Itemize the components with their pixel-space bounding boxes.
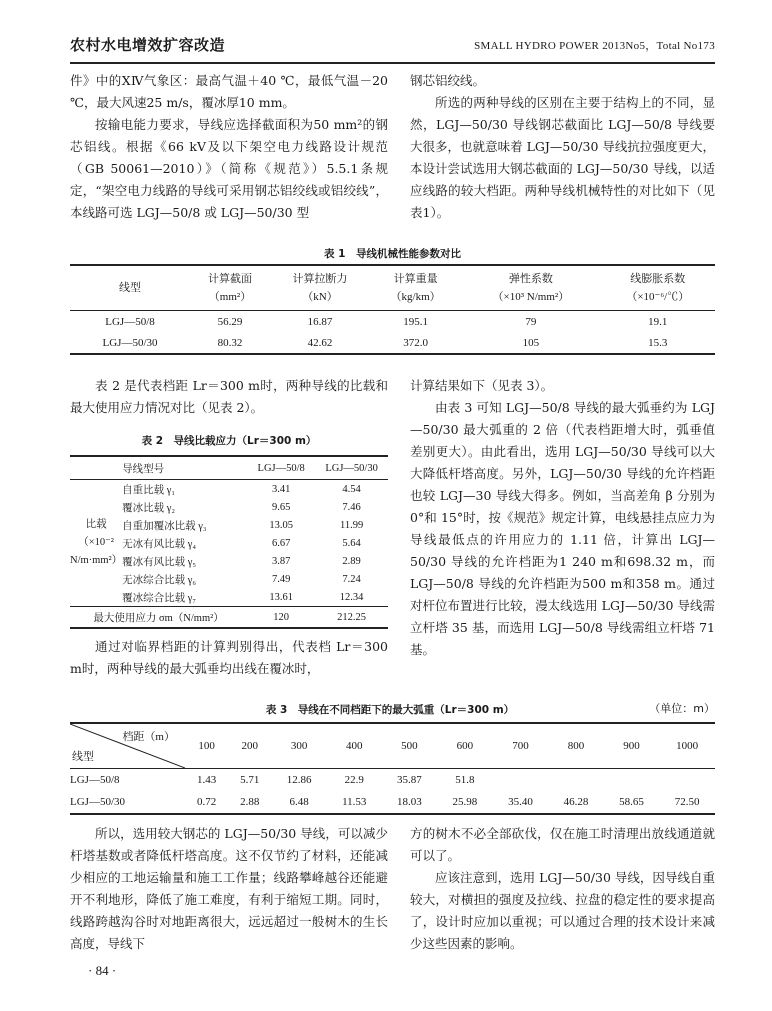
table1-cell: 105: [522, 336, 540, 349]
table2-cell: 自重加覆冰比载 γ₃: [122, 520, 207, 532]
table3-header-cell: 600: [456, 740, 474, 752]
table-row: [70, 791, 715, 814]
table2-cell: 无冰综合比载 γ₆: [122, 574, 197, 586]
table2-cell: 自重比载 γ₁: [122, 484, 176, 496]
table2-cell: 13.61: [269, 591, 293, 603]
table3-header-cell: 500: [401, 740, 418, 752]
table2-cell: 7.24: [342, 573, 361, 585]
table3-cell: 2.88: [240, 796, 260, 808]
page-number: · 84 ·: [88, 963, 117, 978]
table1-header-cell: 计算拉断力 （kN）: [292, 273, 348, 303]
table2-cell: 覆冰综合比载 γ₇: [122, 592, 197, 604]
table3-cell: 72.50: [674, 796, 700, 808]
right-column-top: [410, 70, 715, 224]
table3-corner-cell: [70, 723, 185, 769]
table3-header-cell: 900: [623, 740, 640, 752]
table2-header-cell: LGJ—50/8: [257, 462, 305, 474]
table3-cell: 25.98: [452, 796, 478, 808]
table3-cell: 11.53: [342, 796, 367, 808]
table3-header-cell: 1000: [676, 740, 699, 752]
table2-header-cell: 导线型号: [122, 463, 165, 475]
table2-cell: 212.25: [337, 611, 367, 623]
table2-cell: 覆冰有风比载 γ₅: [122, 556, 197, 568]
left-column-low: [70, 636, 388, 680]
table1-cell: 15.3: [648, 336, 668, 349]
table3-cell: 12.86: [286, 774, 312, 786]
paragraph: 表 2 是代表档距 Lr＝300 m时，两种导线的比载和最大使用应力情况对比（见表 2）。: [70, 378, 388, 415]
table3-header-cell: 700: [512, 740, 529, 752]
paragraph: 通过对临界档距的计算判别得出，代表档 Lr＝300 m时，两种导线的最大弧垂均出线在覆冰时，: [70, 639, 388, 676]
table3-cell: 35.87: [396, 774, 422, 786]
table3-cell: 35.40: [508, 796, 533, 808]
table2-cell: 120: [273, 611, 290, 623]
table3-corner-bottom: 线型: [72, 751, 94, 763]
table2-cell: 覆冰比载 γ₂: [122, 502, 176, 514]
paragraph: 计算结果如下（见表 3）。: [410, 378, 554, 393]
paragraph: 钢芯铝绞线。: [410, 73, 486, 88]
table2-cell: 7.46: [342, 501, 361, 513]
paragraph: 所选的两种导线的区别在主要于结构上的不同，显然，LGJ—50/30 导线钢芯截面比 LGJ—50/8 导线要大很多，也就意味着 LGJ—50/30 导线抗拉强度更大，本设计尝试选用大钢芯截面的 LGJ—50/30 导线，以适应线路的较大档距。两种导线机械特性的对比如下（见表1）。: [410, 95, 715, 220]
table2-cell: 11.99: [339, 519, 364, 531]
table1-cell: LGJ—50/30: [102, 336, 158, 349]
table1-header-cell: 线型: [119, 282, 141, 294]
table1-header-cell: 线膨胀系数 （×10⁻⁶/℃）: [626, 273, 690, 303]
table1-cell: 80.32: [217, 336, 243, 349]
table1-cell: 19.1: [648, 315, 668, 328]
table3-cell: 6.48: [289, 796, 309, 808]
table-row: [70, 723, 715, 769]
table3-cell: 22.9: [344, 774, 364, 786]
table3-header-cell: 100: [198, 740, 215, 752]
table1-header-cell: 计算重量 （kg/km）: [390, 273, 441, 303]
page-header: [70, 28, 715, 64]
table2-cell: 9.65: [271, 501, 291, 513]
table3-cell: 5.71: [240, 774, 260, 786]
table3-cell: [604, 769, 660, 792]
table1-cell: 372.0: [403, 336, 428, 349]
left-column-mid: [70, 375, 388, 419]
journal-title-cn: 农村水电增效扩容改造: [70, 36, 226, 54]
table3-cell: LGJ—50/30: [70, 796, 125, 808]
left-column-bottom: [70, 823, 388, 955]
table3-corner-top: 档距（m）: [122, 731, 175, 743]
table2-cell: 4.54: [342, 483, 361, 495]
table3-cell: [548, 769, 604, 792]
paragraph: 方的树木不必全部砍伐，仅在施工时清理出放线通道就可以了。: [410, 826, 715, 863]
table1-header-cell: 弹性系数 （×10³ N/mm²）: [492, 273, 570, 303]
table-row: [70, 769, 715, 792]
table2-cell: 12.34: [339, 591, 364, 603]
table3-cell: 58.65: [619, 796, 644, 808]
table2-header-cell: LGJ—50/30: [325, 462, 378, 474]
table3-caption: 表 3 导线在不同档距下的最大弧重（Lr＝300 m）: [265, 704, 515, 716]
paragraph: 件》中的ⅩⅣ气象区：最高气温＋40 ℃，最低气温－20 ℃，最大风速25 m/s，覆冰厚10 mm。: [70, 73, 388, 110]
table2-cell: 最大使用应力 σm（N/mm²）: [93, 612, 224, 624]
table1-cell: 79: [525, 315, 537, 328]
table2-cell: 5.64: [342, 537, 361, 549]
table3-cell: 18.03: [396, 796, 422, 808]
paragraph: 所以，选用较大钢芯的 LGJ—50/30 导线，可以减少杆塔基数或者降低杆塔高度。这不仅节约了材料，还能减少相应的工地运输量和施工工作量；线路攀峰越谷还能避开不利地形，降低了施工难度，有利于缩短工期。同时，线路跨越沟谷时对地距离很大，远远超过一般树木的生长高度，导线下: [70, 826, 388, 951]
table2-group-label: 比载 （×10⁻² N/m·mm²）: [70, 519, 123, 566]
table2-cell: 无冰有风比载 γ₄: [122, 538, 197, 550]
table2-cell: 13.05: [269, 519, 293, 531]
table-row: [70, 332, 715, 354]
left-column-top: [70, 70, 388, 224]
table3-cell: 51.8: [455, 774, 475, 786]
table1-caption: 表 1 导线机械性能参数对比: [324, 248, 461, 260]
paragraph: 由表 3 可知 LGJ—50/8 导线的最大弧垂约为 LGJ—50/30 最大弧重的 2 倍（代表档距增大时，弧垂值差别更大）。由此看出，选用 LGJ—50/30 导线可以大大降低杆塔高度。另外，LGJ—50/30 导线的允许档距也较 LGJ—30 导线大得多。例如，当高差角 β 分别为 0°和 15°时，按《规范》规定计算，电线悬挂点应力为导线最低点的许用应力的 1.11 倍，计算出 LGJ—50/30 导线的允许档距为1 240 m和698.32 m，而 LGJ—50/8 导线的允许档距为500 m和358 m。通过对杆位布置进行比较，漫太线选用 LGJ—50/30 导线需立杆塔 35 基，而选用 LGJ—50/8 导线需组立杆塔 71 基。: [410, 400, 715, 657]
table1-cell: 42.62: [307, 336, 333, 349]
right-column-bottom: [410, 823, 715, 955]
table3-header-cell: 300: [290, 740, 308, 752]
table3-cell: [493, 769, 549, 792]
table3-cell: 46.28: [563, 796, 589, 808]
table1-header-cell: 计算截面 （mm²）: [208, 273, 252, 303]
table3-header-cell: 400: [346, 740, 363, 752]
table3-cell: [659, 769, 715, 792]
table2-cell: [70, 456, 122, 480]
table-row: [70, 311, 715, 333]
table-row: [70, 607, 388, 629]
table2-caption: 表 2 导线比载应力（Lr＝300 m）: [141, 435, 317, 447]
paragraph: 应该注意到，选用 LGJ—50/30 导线，因导线自重较大，对横担的强度及拉线、拉盘的稳定性的要求提高了，设计时应加以重视；可以通过合理的技术设计来减少这些因素的影响。: [410, 870, 715, 951]
table3-unit: （单位：m）: [649, 702, 715, 715]
table2: [70, 455, 388, 629]
table1: [70, 264, 715, 355]
table2-cell: 7.49: [271, 573, 291, 585]
table3-cell: 0.72: [196, 796, 217, 808]
journal-issue-info: SMALL HYDRO POWER 2013No5，Total No173: [474, 40, 715, 52]
table1-cell: 195.1: [403, 315, 428, 328]
table2-cell: 2.89: [342, 555, 361, 567]
table2-cell: 3.87: [271, 555, 291, 567]
table-row: [70, 456, 388, 480]
table3-cell: 1.43: [196, 774, 217, 786]
table1-cell: LGJ—50/8: [105, 315, 155, 328]
table1-cell: 56.29: [217, 315, 243, 328]
table2-cell: 6.67: [271, 537, 291, 549]
table2-cell: 3.41: [271, 483, 291, 495]
paragraph: 按输电能力要求，导线应选择截面积为50 mm²的钢芯铝线。根据《66 kV及以下架空电力线路设计规范（GB 50061—2010）》（简称《规范》）5.5.1条规定，“架空电力线路的导线可采用钢芯铝绞线或铝绞线”，本线路可选 LGJ—50/8 或 LGJ—50/30 型: [70, 117, 388, 220]
right-column-mid: [410, 375, 715, 661]
table1-cell: 16.87: [307, 315, 333, 328]
table-row: [70, 480, 388, 499]
table3-header-cell: 800: [567, 740, 585, 752]
table3: [70, 722, 715, 815]
table3-header-cell: 200: [241, 740, 259, 752]
table3-cell: LGJ—50/8: [70, 774, 120, 786]
